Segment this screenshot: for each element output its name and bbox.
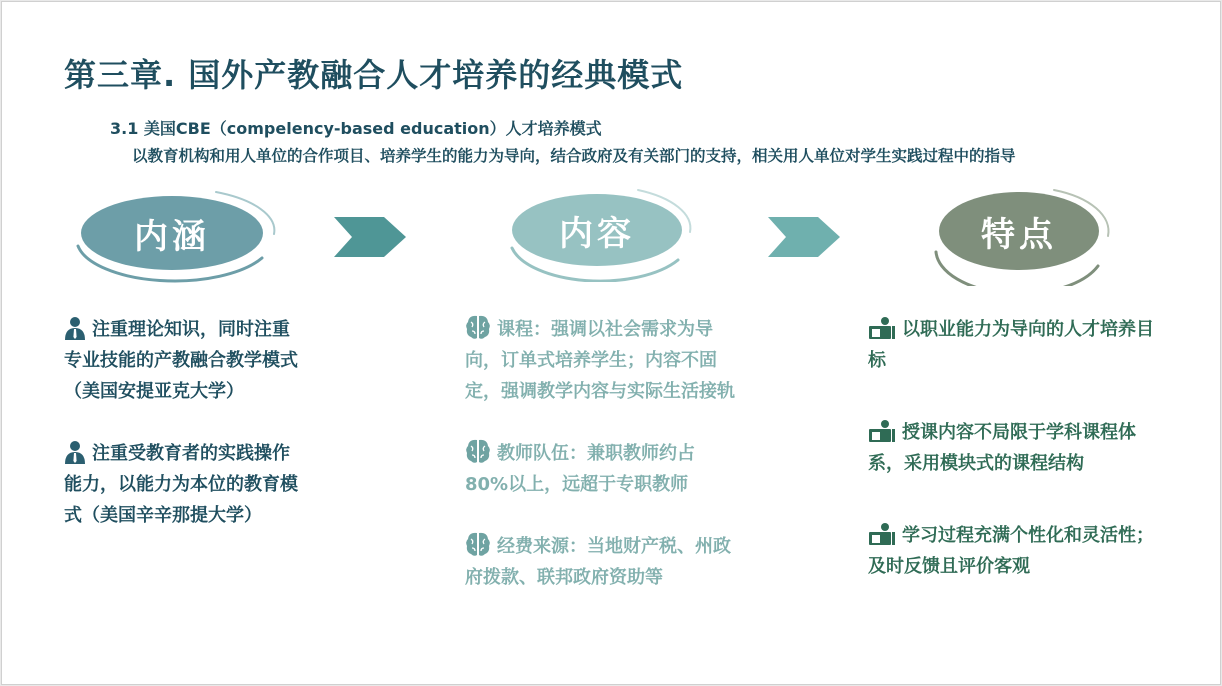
list-item: 注重受教育者的实践操作能力，以能力为本位的教育模式（美国辛辛那提大学） [64, 438, 304, 531]
brain-icon [465, 531, 491, 557]
person-icon [64, 440, 86, 464]
brain-icon [465, 438, 491, 464]
page-title: 第三章. 国外产教融合人才培养的经典模式 [64, 56, 684, 94]
section-oval-neirong [512, 194, 682, 266]
section-items-tedian [868, 314, 1168, 582]
section-oval-tedian [939, 192, 1099, 270]
chevron-arrow-icon [334, 217, 406, 257]
section-items-neirong [465, 314, 735, 593]
list-item: 授课内容不局限于学科课程体系，采用模块式的课程结构 [868, 417, 1168, 479]
section-description: 以教育机构和用人单位的合作项目、培养学生的能力为导向，结合政府及有关部门的支持，相关用人单位对学生实践过程中的指导 [132, 147, 1016, 165]
slide [1, 1, 1221, 685]
list-item: 注重理论知识，同时注重专业技能的产教融合教学模式（美国安提亚克大学） [64, 314, 304, 407]
section-items-neihan [64, 314, 304, 531]
section-oval-neihan [81, 196, 263, 270]
list-item: 经费来源：当地财产税、州政府拨款、联邦政府资助等 [465, 531, 735, 593]
list-item: 课程：强调以社会需求为导向，订单式培养学生；内容不固定，强调教学内容与实际生活接轨 [465, 314, 735, 407]
reading-person-icon [868, 522, 896, 546]
list-item: 教师队伍：兼职教师约占80%以上，远超于专职教师 [465, 438, 735, 500]
list-item: 以职业能力为导向的人才培养目标 [868, 314, 1168, 376]
chevron-arrow-icon [768, 217, 840, 257]
section-subtitle: 3.1 美国CBE（compelency-based education）人才培养模式 [110, 119, 602, 138]
list-item: 学习过程充满个性化和灵活性；及时反馈且评价客观 [868, 520, 1168, 582]
section-label: 特点 [981, 214, 1057, 255]
person-icon [64, 316, 86, 340]
brain-icon [465, 314, 491, 340]
section-label: 内容 [559, 213, 635, 254]
section-label: 内涵 [134, 216, 210, 257]
reading-person-icon [868, 419, 896, 443]
reading-person-icon [868, 316, 896, 340]
